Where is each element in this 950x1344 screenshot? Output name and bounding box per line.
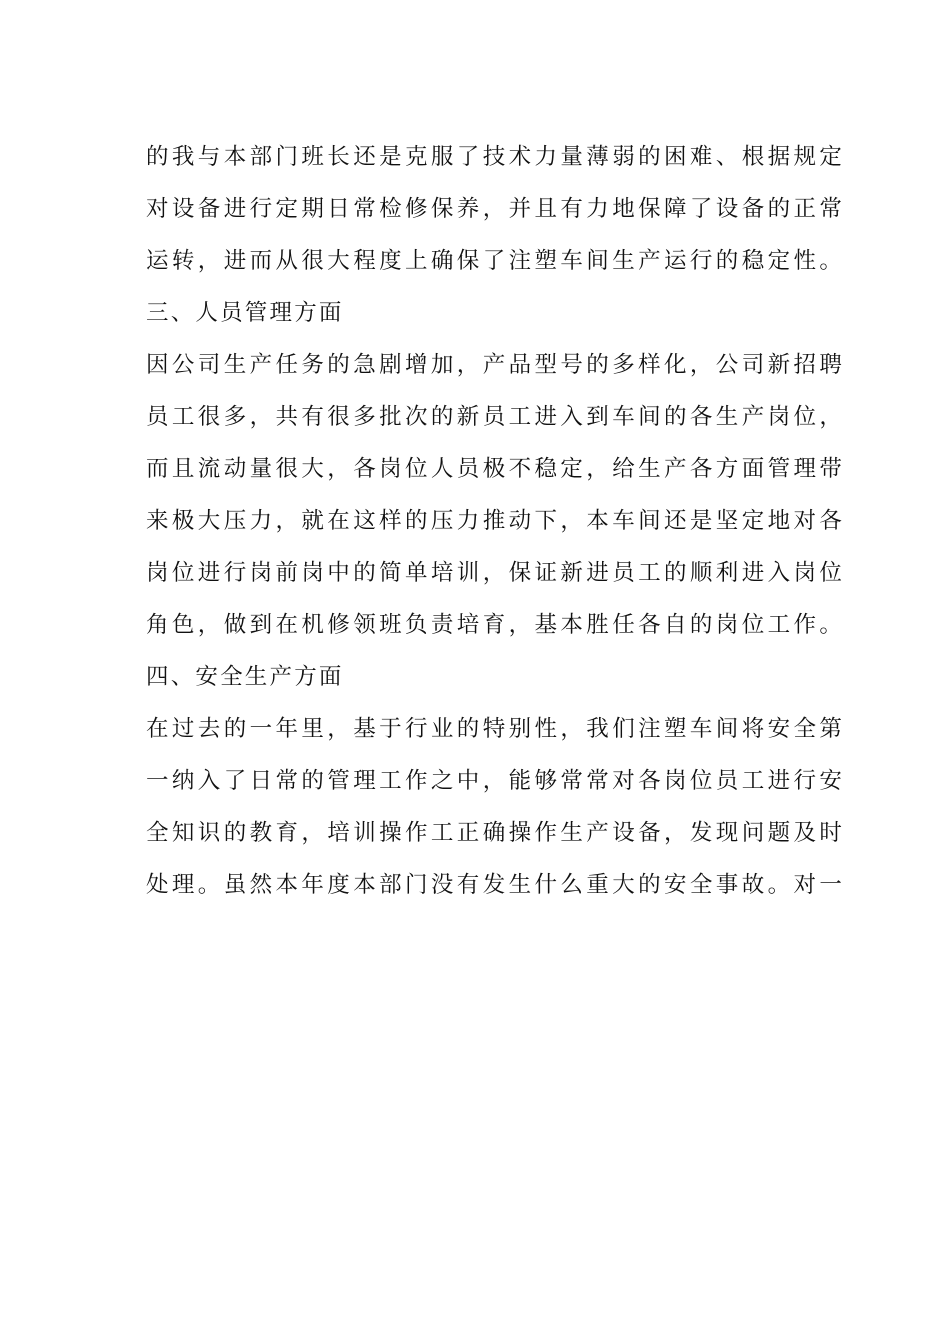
document-body xyxy=(146,131,846,911)
body-line: 来极大压力，就在这样的压力推动下，本车间还是坚定地对各 xyxy=(146,508,846,534)
body-line: 而且流动量很大，各岗位人员极不稳定，给生产各方面管理带 xyxy=(146,456,846,482)
body-line: 全知识的教育，培训操作工正确操作生产设备，发现问题及时 xyxy=(146,820,846,846)
body-line: 员工很多，共有很多批次的新员工进入到车间的各生产岗位， xyxy=(146,404,846,430)
body-line: 处理。虽然本年度本部门没有发生什么重大的安全事故。对一 xyxy=(146,872,846,898)
section-heading-personnel: 三、人员管理方面 xyxy=(146,300,344,326)
body-line: 因公司生产任务的急剧增加，产品型号的多样化，公司新招聘 xyxy=(146,352,846,378)
body-line: 的我与本部门班长还是克服了技术力量薄弱的困难、根据规定 xyxy=(146,144,846,170)
body-line: 对设备进行定期日常检修保养，并且有力地保障了设备的正常 xyxy=(146,196,846,222)
body-line: 角色，做到在机修领班负责培育，基本胜任各自的岗位工作。 xyxy=(146,612,846,638)
section-heading-safety: 四、安全生产方面 xyxy=(146,664,344,690)
body-line: 运转，进而从很大程度上确保了注塑车间生产运行的稳定性。 xyxy=(146,248,846,274)
body-line: 在过去的一年里，基于行业的特别性，我们注塑车间将安全第 xyxy=(146,716,846,742)
body-line: 一纳入了日常的管理工作之中，能够常常对各岗位员工进行安 xyxy=(146,768,846,794)
body-line: 岗位进行岗前岗中的简单培训，保证新进员工的顺利进入岗位 xyxy=(146,560,846,586)
